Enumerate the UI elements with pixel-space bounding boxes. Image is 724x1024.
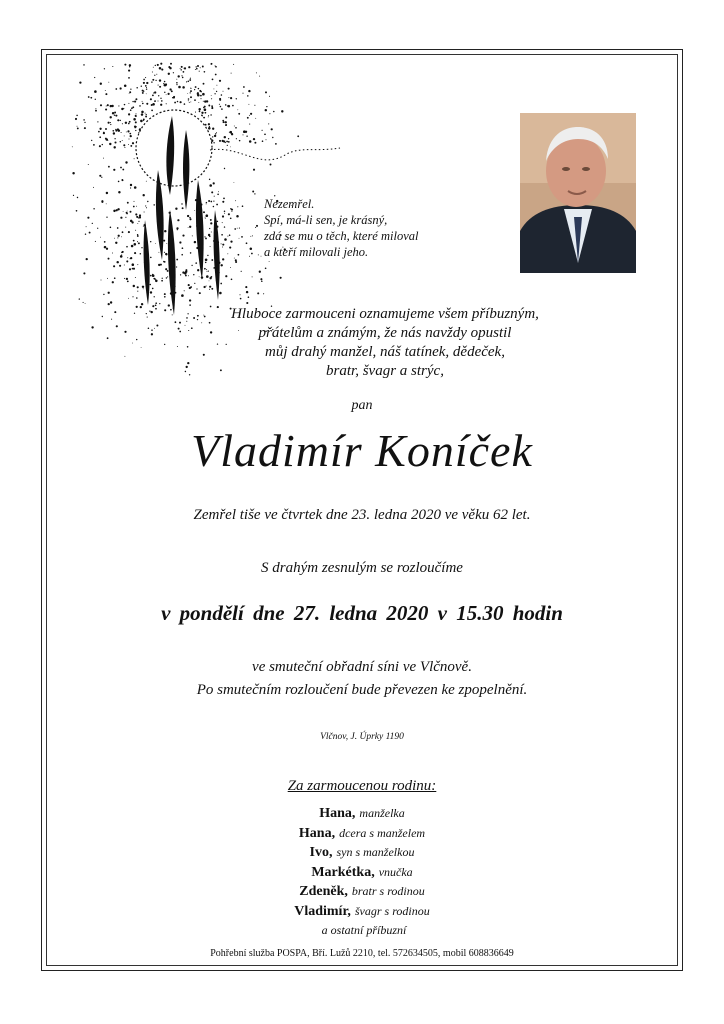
funeral-service-footer: Pohřební služba POSPA, Bří. Lužů 2210, tel. 572634505, mobil 608836649 [210, 948, 514, 959]
announcement-line: přátelům a známým, že nás navždy opustil [258, 325, 512, 341]
announcement [170, 305, 600, 381]
family-closing: a ostatní příbuzní [321, 923, 407, 937]
family-list [0, 804, 724, 941]
announcement-line: bratr, švagr a strýc, [326, 363, 444, 379]
family-member [0, 863, 724, 883]
announcement-line: Hluboce zarmouceni oznamujeme všem příbuzným, [231, 306, 539, 322]
place-line: ve smuteční obřadní síni ve Vlčnově. [252, 659, 472, 675]
member-name: Vladimír, [294, 903, 351, 919]
poem-line: zdá se mu o těch, které miloval [264, 229, 419, 243]
family-member [0, 902, 724, 922]
ceremony-place [0, 656, 724, 702]
member-relation: švagr s rodinou [354, 903, 430, 918]
member-name: Ivo, [309, 845, 333, 860]
family-heading: Za zarmoucenou rodinu: [287, 778, 437, 794]
member-name: Hana, [298, 825, 336, 841]
poem-line: Spí, má-li sen, je krásný, [264, 213, 388, 227]
family-member [0, 804, 724, 824]
member-relation: dcera s manželem [339, 825, 426, 840]
deceased-name: Vladimír Koníček [191, 425, 533, 476]
member-relation: bratr s rodinou [351, 884, 425, 898]
member-relation: syn s manželkou [336, 845, 415, 859]
family-member [0, 843, 724, 863]
member-relation: manželka [359, 806, 405, 820]
poem-line: a kteří milovali jeho. [264, 245, 369, 259]
announcement-line: můj drahý manžel, náš tatínek, dědeček, [265, 344, 505, 360]
poem-line: Nezemřel. [264, 197, 315, 211]
member-name: Hana, [319, 806, 356, 821]
portrait-photo [520, 113, 636, 273]
place-line: Po smutečním rozloučení bude převezen ke zpopelnění. [196, 682, 528, 698]
member-name: Markétka, [311, 864, 375, 880]
address: Vlčnov, J. Úprky 1190 [320, 732, 404, 742]
farewell-text: S drahým zesnulým se rozloučíme [261, 560, 463, 576]
honorific: pan [351, 398, 373, 413]
death-notice: Zemřel tiše ve čtvrtek dne 23. ledna 2020 ve věku 62 let. [193, 507, 531, 523]
member-relation: vnučka [378, 864, 413, 879]
family-member [0, 824, 724, 844]
member-name: Zdeněk, [299, 884, 348, 899]
poem [264, 196, 504, 260]
family-member [0, 882, 724, 902]
ceremony-datetime: v pondělí dne 27. ledna 2020 v 15.30 hodin [161, 601, 563, 625]
